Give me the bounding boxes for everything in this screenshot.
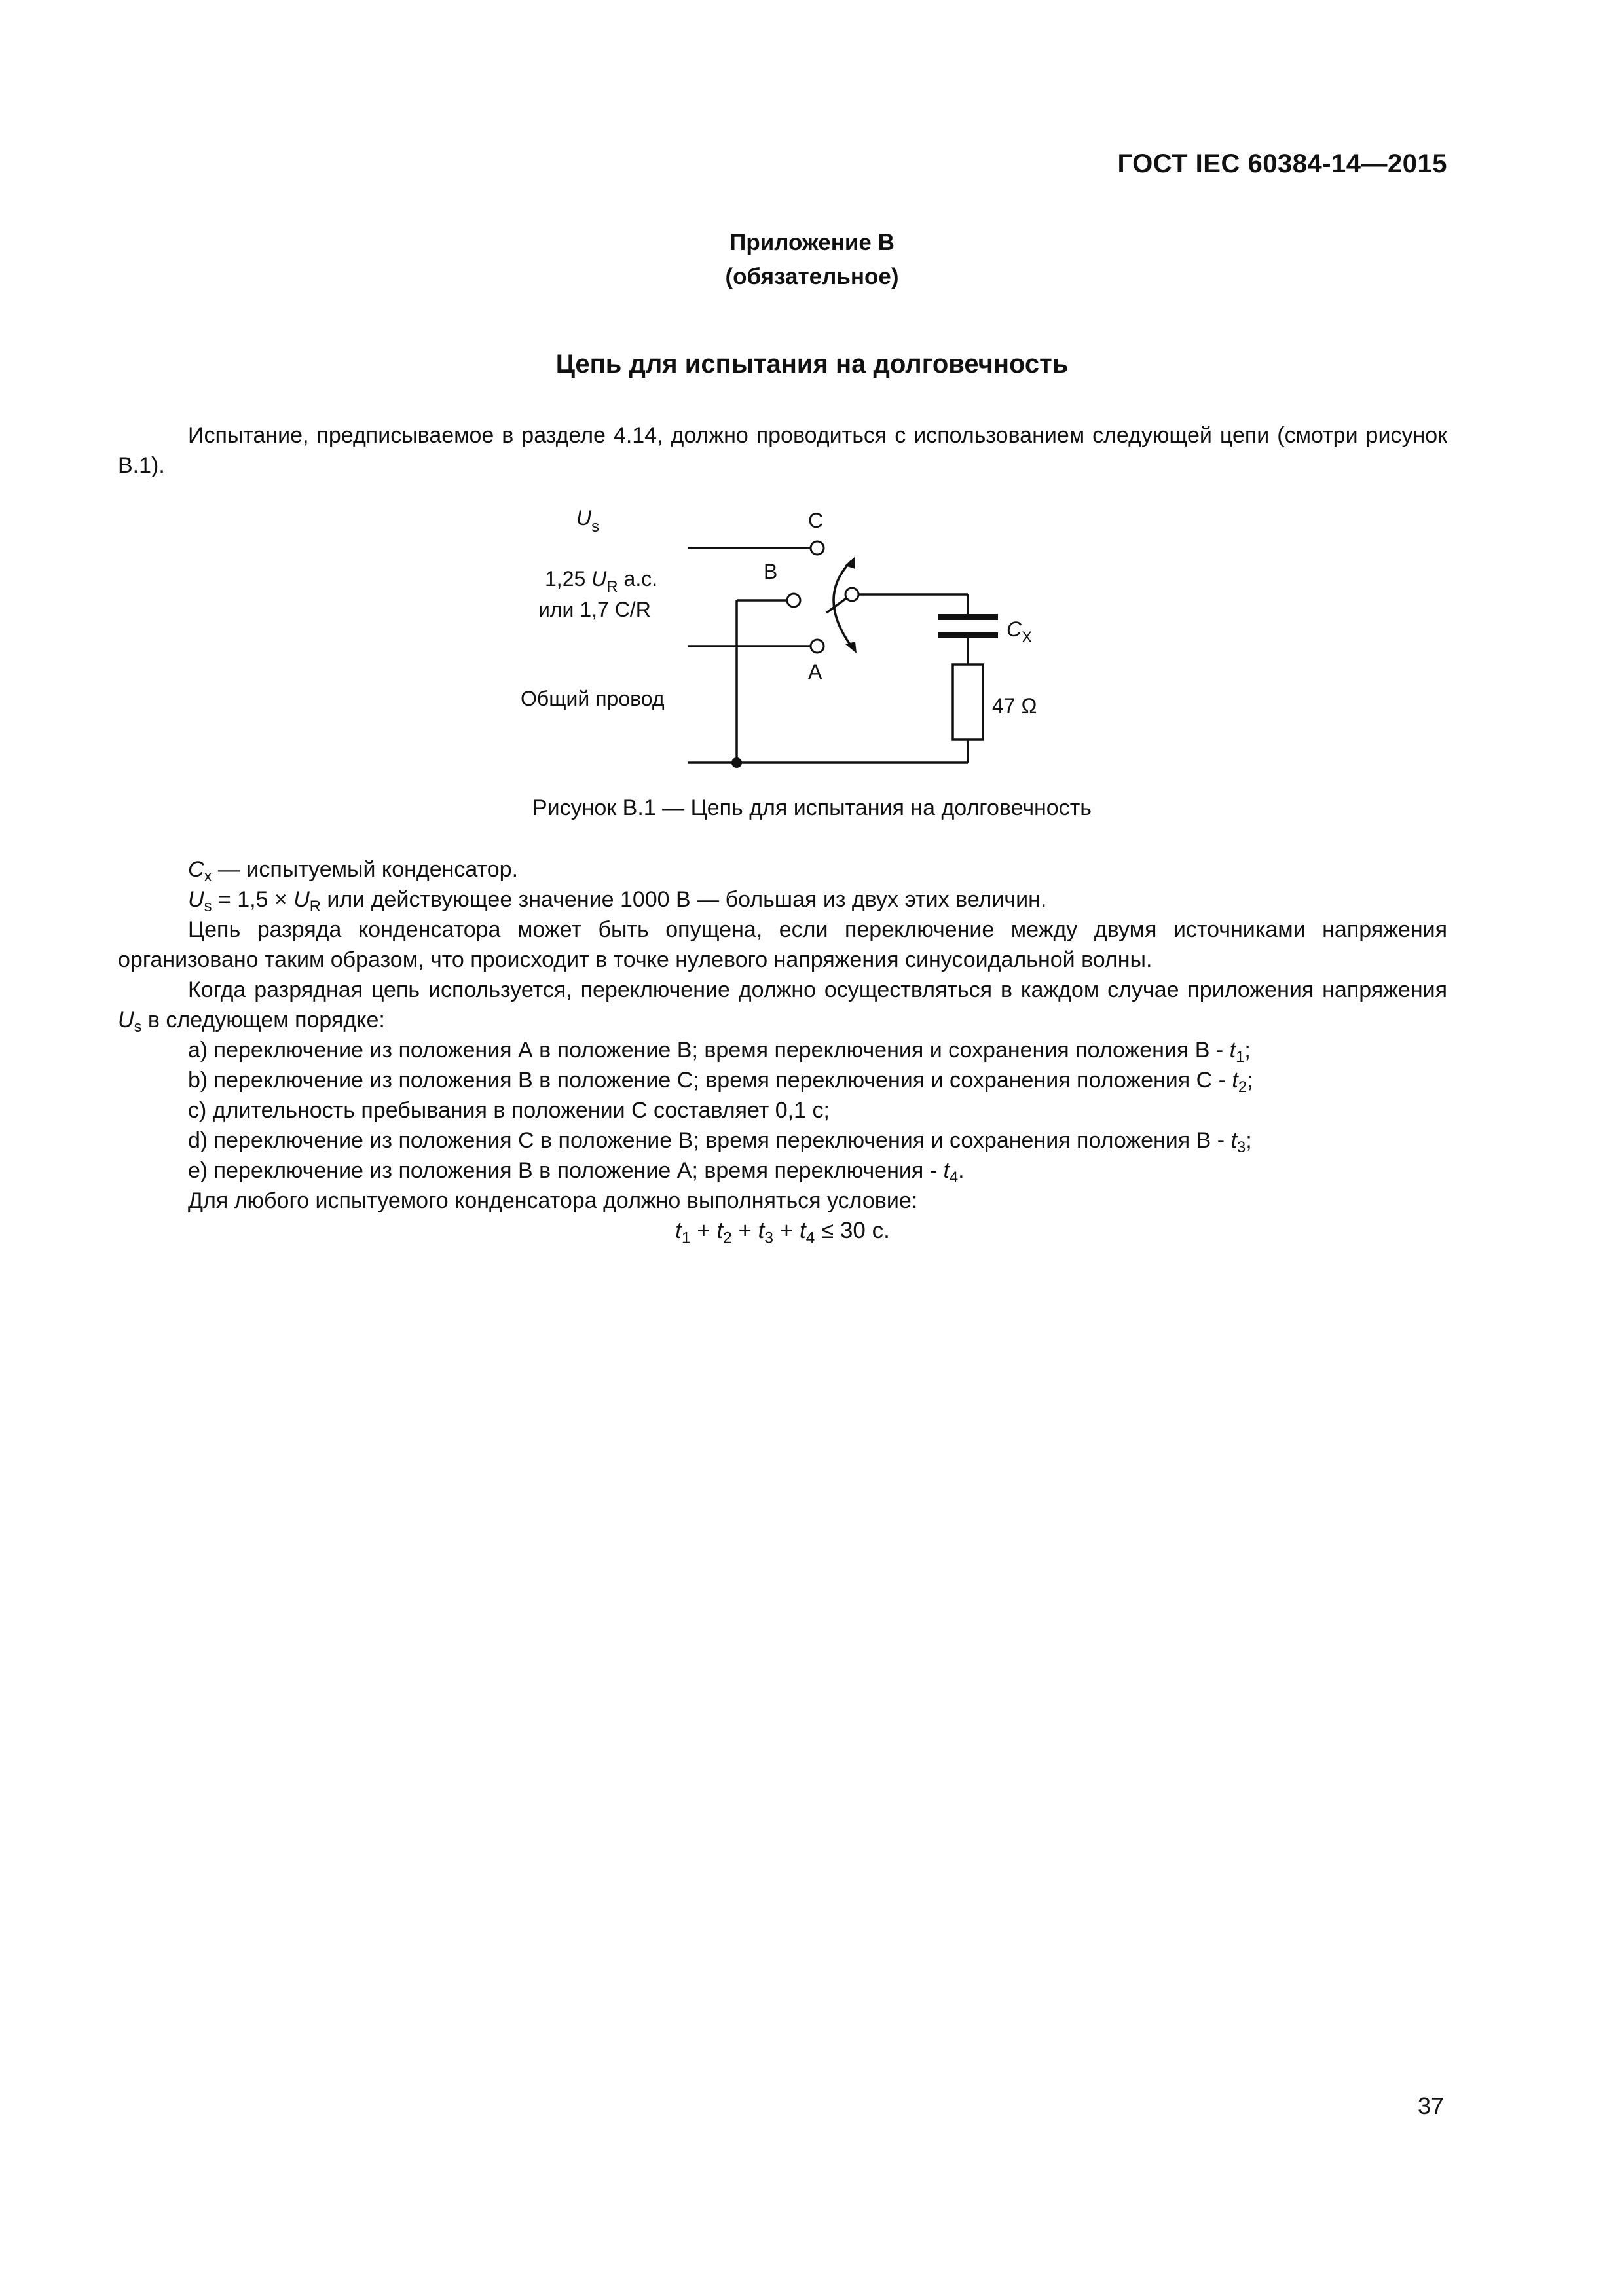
list-item-c: c) длительность пребывания в положении С составляет 0,1 с; [188, 1098, 830, 1123]
notes-block [118, 854, 1447, 1246]
label-position-a: A [808, 660, 822, 683]
endurance-test-circuit-diagram [504, 498, 1094, 786]
label-common-wire: Общий провод [521, 687, 665, 710]
figure-caption: Рисунок В.1 — Цепь для испытания на долговечность [532, 795, 1092, 820]
page-number: 37 [1417, 2092, 1444, 2119]
annex-title: Приложение В [729, 230, 895, 255]
timing-formula: $t_1 + t_2 + t_3 + t_4 \le 30$ с. [675, 1218, 890, 1247]
terminal-a [811, 640, 824, 653]
annex-heading [0, 226, 1624, 294]
intro-paragraph [118, 420, 1447, 481]
resistor-47-ohm [953, 665, 983, 740]
label-us: $U_s$ [576, 506, 600, 536]
intro-text: Испытание, предписываемое в разделе 4.14, должно проводиться с использованием следующей цепи (смотри рисунок В.1). [118, 423, 1447, 478]
terminal-common-switch [845, 588, 858, 601]
label-resistor: 47 Ω [992, 694, 1037, 718]
list-item-d: d) переключение из положения С в положение В; время переключения и сохранения положения В - $t_3$; [188, 1128, 1252, 1157]
switch-blade [826, 597, 848, 613]
document-number: ГОСТ IEC 60384-14—2015 [1117, 149, 1447, 178]
selector-arc [834, 561, 851, 646]
note-cx: $C_x$ — испытуемый конденсатор. [188, 857, 519, 886]
arrow-head-bottom [845, 642, 857, 653]
terminal-b [787, 594, 800, 607]
list-item-e: e) переключение из положения В в положение А; время переключения - $t_4$. [188, 1158, 965, 1187]
label-voltage-line1: 1,25 $U_R$ a.c. [545, 567, 658, 596]
label-cx: $C_X$ [1006, 617, 1033, 646]
list-item-b: b) переключение из положения В в положение С; время переключения и сохранения положения С - $t_2$; [188, 1068, 1253, 1097]
annex-status: (обязательное) [725, 264, 899, 289]
label-position-b: B [764, 560, 778, 583]
label-position-c: C [808, 509, 824, 532]
terminal-c [811, 541, 824, 555]
capacitor-plate-top [938, 614, 998, 620]
note-discharge: Цепь разряда конденсатора может быть опущена, если переключение между двумя источниками напряжения организовано таким образом, что происходит в точке нулевого напряжения синусоидальной волны. [118, 917, 1447, 972]
note-condition: Для любого испытуемого конденсатора должно выполняться условие: [188, 1188, 918, 1213]
label-voltage-line2: или 1,7 C/R [538, 598, 651, 621]
note-switching-order: Когда разрядная цепь используется, переключение должно осуществляться в каждом случае приложения напряжения $U_s$ в следующем порядке: [118, 977, 1447, 1036]
junction-dot [731, 757, 742, 768]
section-title: Цепь для испытания на долговечность [555, 350, 1069, 378]
note-us: $U_s = 1,5 \times U_R$ или действующее значение 1000 В — большая из двух этих величин. [188, 887, 1047, 916]
capacitor-plate-bottom [938, 632, 998, 638]
list-item-a: a) переключение из положения А в положение В; время переключения и сохранения положения В - $t_1$; [188, 1038, 1251, 1066]
